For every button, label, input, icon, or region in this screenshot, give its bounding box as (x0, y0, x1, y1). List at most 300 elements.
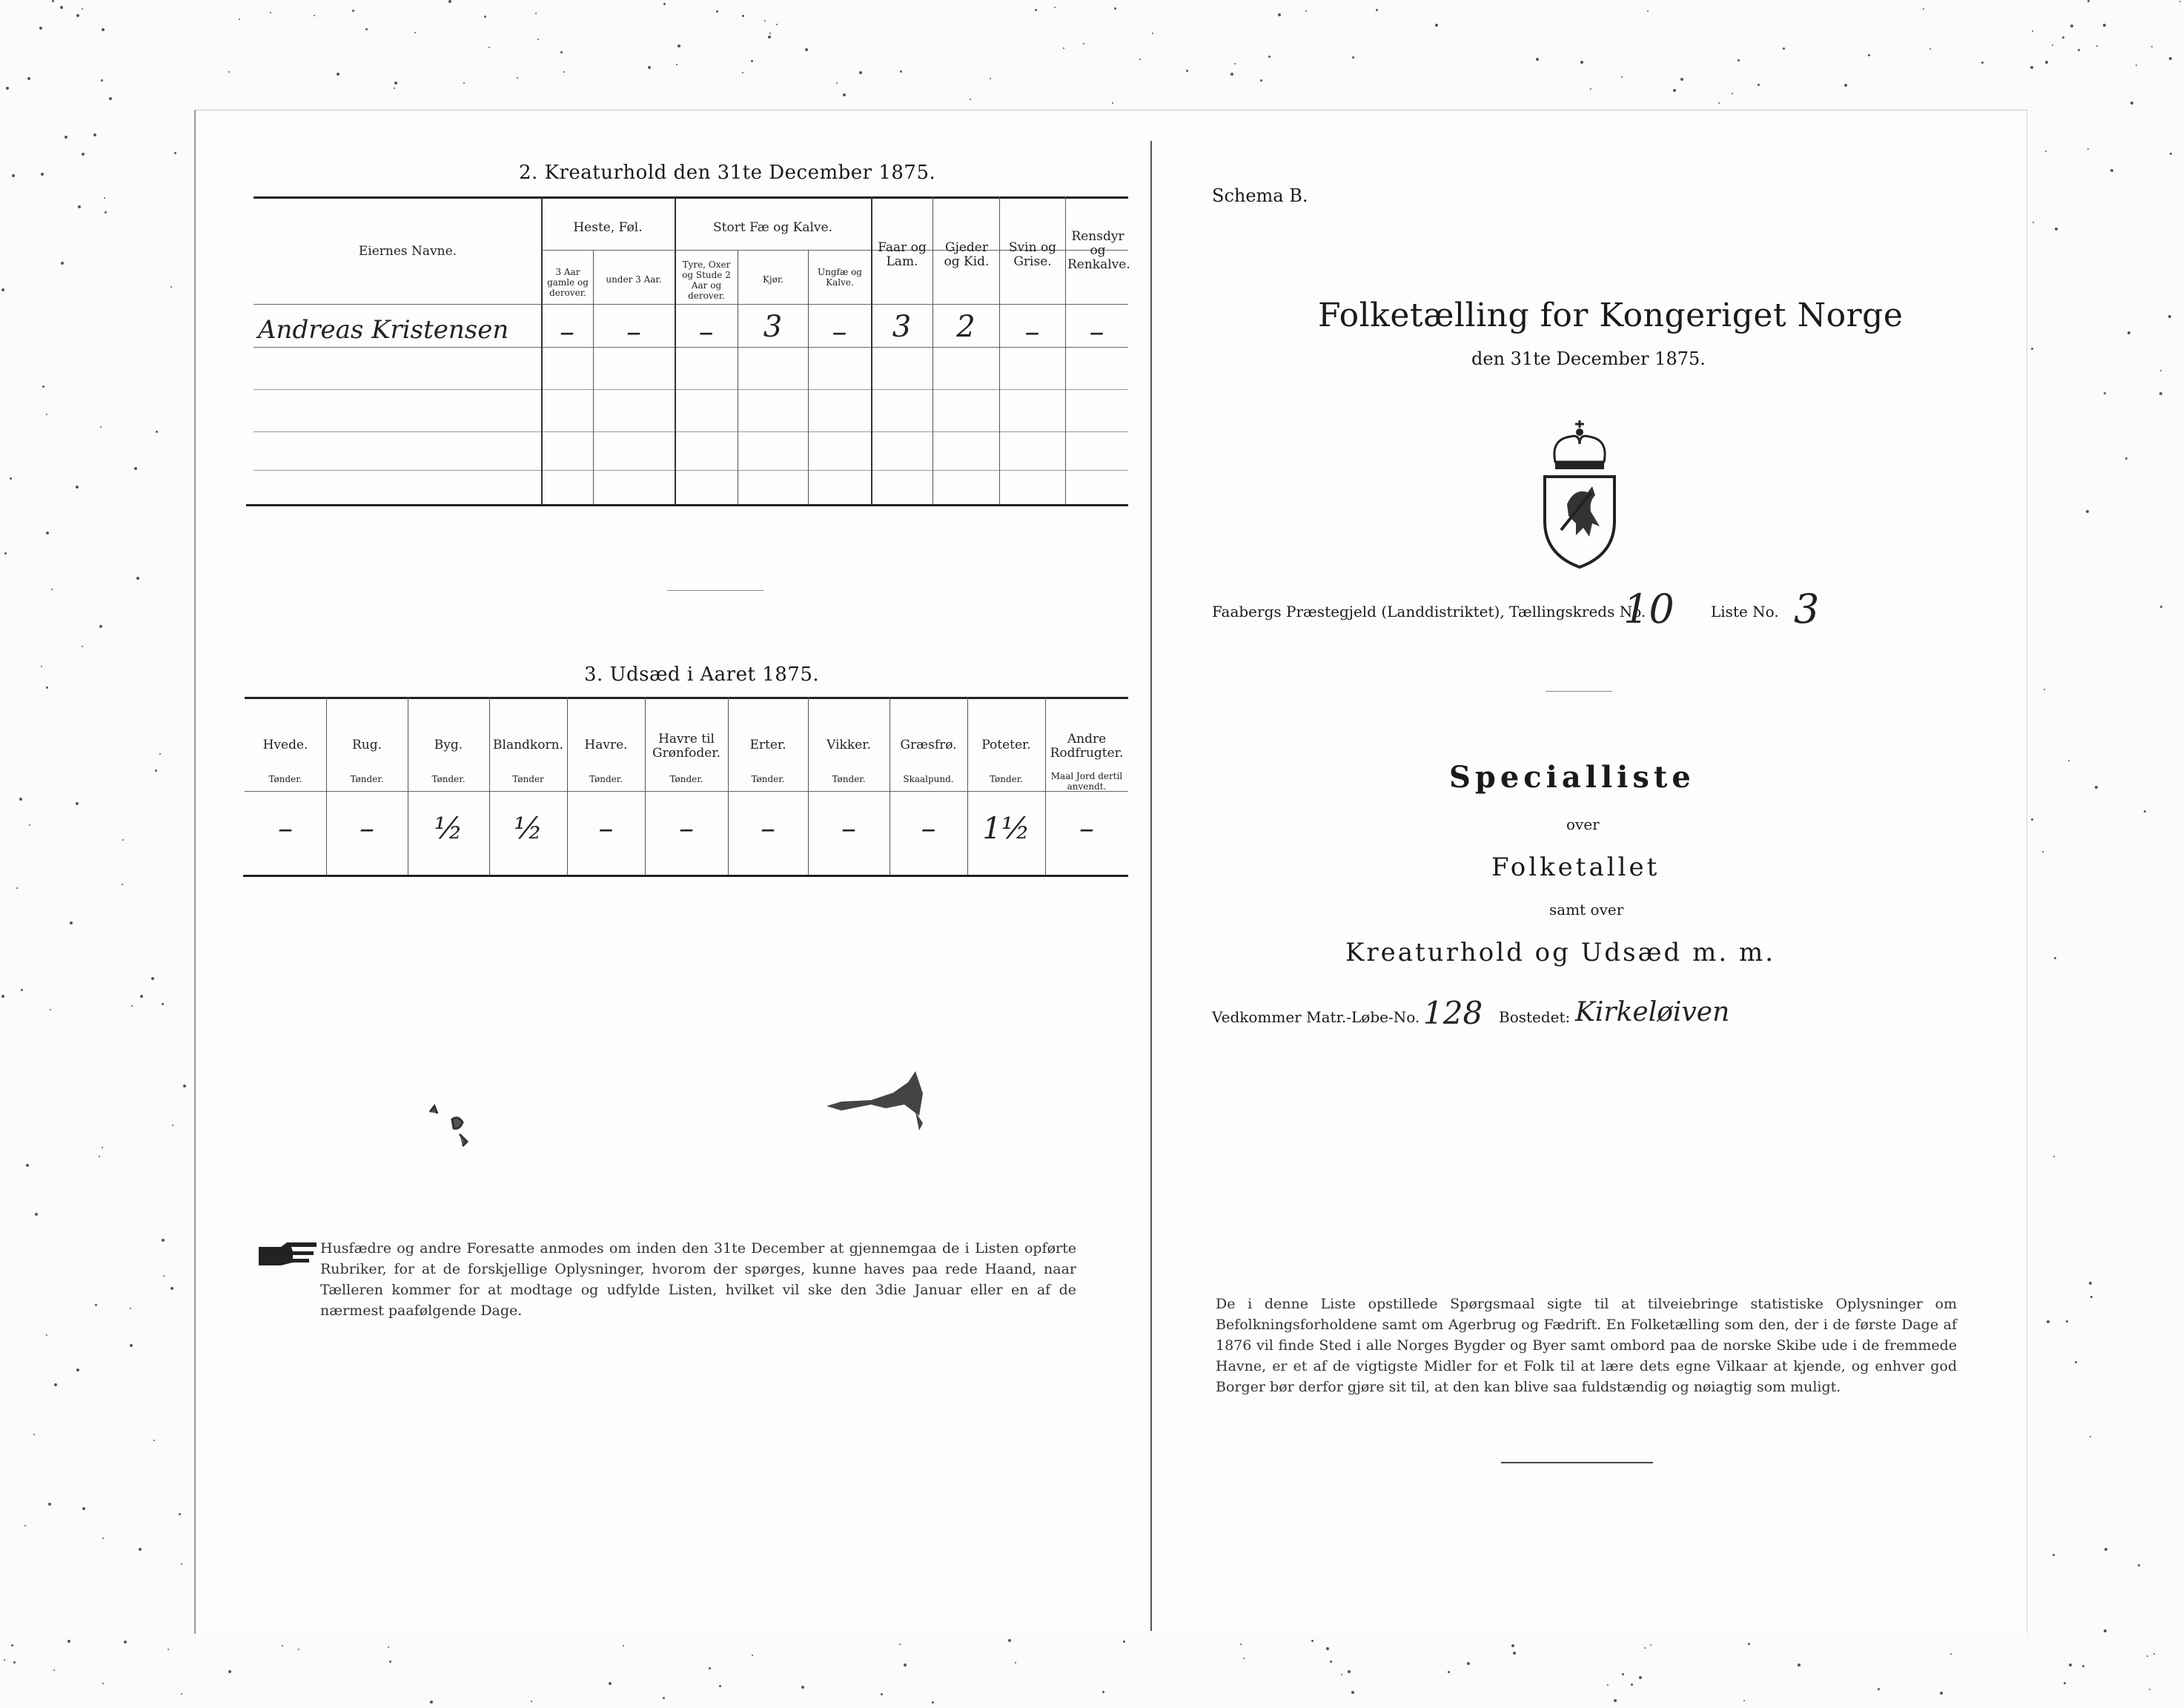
scan-speck (10, 477, 12, 480)
table3-value: – (841, 812, 856, 846)
scan-speck (124, 1641, 127, 1644)
scan-speck (1511, 1644, 1514, 1647)
scan-speck (1352, 56, 1354, 59)
scan-speck (1929, 48, 1931, 50)
scan-speck (932, 1701, 934, 1704)
scan-speck (170, 1287, 173, 1290)
scan-speck (181, 1563, 182, 1565)
specialliste-heading: Specialliste (1449, 760, 1695, 795)
table3-col-header: Vikker. (827, 738, 871, 752)
scan-speck (99, 625, 102, 628)
scan-speck (93, 133, 96, 136)
scan-speck (1467, 1662, 1470, 1665)
scan-speck (1580, 61, 1583, 64)
scan-speck (2045, 150, 2047, 152)
scan-speck (2138, 1564, 2140, 1566)
scan-speck (153, 1440, 155, 1441)
faar-value: 3 (892, 310, 912, 344)
scan-speck (1008, 1639, 1011, 1642)
scan-speck (1590, 88, 1591, 90)
scan-speck (26, 1164, 29, 1167)
table3-bottom-rule (243, 875, 1128, 877)
scan-speck (517, 77, 518, 79)
scan-speck (352, 10, 354, 12)
scan-speck (1376, 9, 1378, 11)
scan-speck (76, 1368, 79, 1371)
owner-name: Andreas Kristensen (258, 315, 509, 345)
scan-speck (2075, 1361, 2077, 1363)
scan-speck (2090, 1296, 2093, 1298)
scan-speck (768, 36, 771, 39)
scan-speck (2086, 510, 2089, 513)
scan-speck (2055, 228, 2058, 231)
tyre-subheader: Tyre, Oxer og Stude 2 Aar og derover. (682, 259, 731, 301)
table2-col-rule (593, 250, 594, 504)
scan-speck (54, 1383, 57, 1386)
table3-col-unit: Tønder. (989, 774, 1024, 784)
table3-col-rule (326, 697, 327, 875)
table2-col-rule (541, 196, 543, 504)
scan-speck (1348, 1670, 1351, 1673)
table3-col-unit: Tønder. (669, 774, 703, 784)
table2-col-rule (808, 250, 809, 504)
scan-speck (1644, 1647, 1646, 1649)
scan-speck (314, 15, 315, 16)
separator-rule (1546, 691, 1612, 692)
scan-speck (12, 174, 15, 177)
scan-speck (181, 1693, 182, 1695)
scan-speck (1639, 1676, 1642, 1679)
scan-speck (82, 8, 83, 10)
scan-speck (82, 1507, 85, 1510)
scan-speck (463, 82, 465, 84)
scan-speck (537, 39, 539, 40)
scan-speck (2149, 1689, 2150, 1690)
census-date: den 31te December 1875. (1471, 348, 1706, 369)
scan-speck (1, 288, 4, 291)
scan-speck (2054, 957, 2056, 959)
scan-speck (751, 60, 753, 62)
table3-col-rule (489, 697, 490, 875)
scan-speck (61, 262, 64, 265)
scan-speck (163, 1275, 165, 1277)
table3-value: – (921, 812, 936, 846)
scan-speck (298, 1649, 299, 1650)
scan-speck (183, 1085, 186, 1088)
scan-speck (2068, 760, 2070, 761)
scan-speck (1243, 1658, 1245, 1659)
scan-speck (136, 577, 139, 580)
scan-speck (109, 97, 112, 100)
scan-speck (719, 1685, 721, 1687)
scan-speck (388, 1646, 389, 1648)
table3-col-header: Rug. (351, 738, 382, 752)
scan-speck (752, 1655, 753, 1656)
scan-speck (1341, 1674, 1342, 1675)
scan-speck (29, 824, 30, 826)
scan-speck (716, 10, 718, 13)
scan-speck (2089, 1282, 2092, 1285)
scan-speck (2031, 348, 2033, 350)
table3-col-header: Byg. (434, 738, 463, 752)
table2-col-rule (1065, 196, 1066, 504)
scan-speck (1673, 89, 1676, 92)
scan-speck (2062, 36, 2064, 39)
scan-speck (2044, 689, 2045, 690)
scan-speck (990, 78, 991, 79)
scan-speck (102, 1147, 103, 1148)
scan-speck (270, 12, 271, 13)
table3-col-unit: Tønder. (751, 774, 785, 784)
scan-speck (2179, 1, 2181, 2)
scan-speck (764, 20, 766, 21)
ungfae-subheader: Ungfæ og Kalve. (818, 267, 862, 288)
owner-column-header: Eiernes Navne. (358, 244, 457, 259)
table3-col-unit: Tønder. (832, 774, 866, 784)
scan-speck (24, 1525, 26, 1526)
kjoer-value: 3 (763, 310, 783, 344)
scan-speck (2078, 49, 2080, 51)
scan-speck (2053, 1554, 2055, 1556)
table3-value: – (278, 812, 293, 846)
scan-speck (70, 921, 73, 924)
scan-speck (2104, 1629, 2107, 1632)
tyre-value: – (698, 315, 714, 349)
scan-speck (484, 16, 486, 18)
notice-text: Husfædre og andre Foresatte anmodes om inden den 31te December at gjennemgaa de i Listen opførte Rubriker, for at de forskjellige Oplysninger, hvorom der spørges, kunne haves paa rede Haand, naar Tælleren kommer for at modtage og udfylde Listen, hvilket vil ske den 3die Januar eller en af de nærmest paafølgende Dage. (320, 1240, 1076, 1319)
scan-speck (179, 1513, 181, 1515)
scan-speck (1738, 59, 1740, 62)
gjeder-header: Gjeder og Kid. (944, 240, 990, 269)
faar-header: Faar og Lam. (878, 240, 927, 269)
scan-speck (82, 153, 85, 156)
scan-speck (1268, 56, 1271, 58)
scan-speck (1035, 9, 1037, 11)
page-fold (1150, 141, 1152, 1631)
scan-speck (801, 1686, 804, 1689)
scan-speck (156, 431, 158, 433)
scan-speck (1743, 1700, 1745, 1701)
scan-speck (2144, 810, 2146, 812)
scan-speck (105, 211, 107, 214)
scan-speck (162, 1003, 164, 1005)
schema-label: Schema B. (1212, 185, 1308, 206)
scan-speck (159, 753, 161, 755)
scan-speck (239, 19, 240, 20)
scan-speck (1940, 1692, 1943, 1695)
heste-old-value: – (560, 315, 574, 349)
scan-speck (13, 1661, 16, 1664)
scan-speck (1112, 102, 1113, 104)
scan-speck (1260, 79, 1262, 82)
scan-speck (2030, 66, 2033, 69)
table2-row-rule (254, 389, 1128, 390)
scan-speck (46, 686, 48, 689)
scan-speck (11, 1644, 13, 1646)
scan-speck (101, 79, 103, 82)
scan-speck (1015, 1662, 1016, 1664)
scan-speck (51, 589, 53, 590)
scan-speck (560, 51, 563, 53)
table3-col-unit: Skaalpund. (903, 774, 954, 784)
scan-speck (228, 71, 230, 73)
scan-speck (2160, 370, 2162, 371)
heste-young-value: – (626, 315, 641, 349)
scan-speck (46, 1334, 47, 1336)
liste-number: 3 (1794, 586, 1820, 632)
scan-speck (2151, 46, 2153, 47)
kreaturhold-heading: Kreaturhold og Udsæd m. m. (1345, 938, 1776, 967)
table3-col-header: Blandkorn. (493, 738, 563, 752)
ungfae-value: – (832, 315, 847, 349)
scan-speck (4, 1659, 5, 1661)
scan-speck (1305, 10, 1307, 12)
table3-value: – (360, 812, 374, 846)
table3-value: ½ (514, 812, 543, 846)
scan-speck (2033, 222, 2034, 223)
scan-speck (1063, 47, 1064, 49)
table3-col-header: Havre til Grønfoder. (652, 732, 721, 761)
table2-top-rule (254, 196, 1128, 199)
scan-speck (1607, 1684, 1609, 1686)
scan-speck (50, 1009, 51, 1010)
scan-speck (1186, 70, 1188, 72)
scan-speck (776, 24, 778, 25)
scan-speck (1732, 93, 1733, 94)
matr-number: 128 (1423, 995, 1483, 1031)
scan-speck (100, 426, 102, 428)
scan-speck (2053, 1156, 2055, 1157)
scan-speck (535, 13, 537, 14)
scan-speck (1758, 84, 1760, 86)
scan-speck (1102, 1691, 1104, 1693)
scan-speck (623, 1645, 624, 1646)
table2-title: 2. Kreaturhold den 31te December 1875. (519, 162, 936, 184)
svin-value: – (1024, 315, 1040, 349)
scan-speck (1680, 78, 1683, 81)
scan-speck (170, 286, 172, 288)
scan-speck (130, 1308, 131, 1309)
scan-speck (414, 32, 416, 33)
scan-speck (1230, 73, 1233, 76)
scan-speck (122, 839, 124, 841)
scan-speck (563, 71, 565, 73)
scan-speck (1326, 1647, 1329, 1650)
scan-speck (1878, 1688, 1880, 1690)
scan-speck (140, 995, 143, 998)
scan-speck (1783, 47, 1785, 50)
table3-col-unit: Tønder (512, 774, 544, 784)
scan-speck (102, 28, 105, 31)
scan-speck (1311, 1640, 1314, 1642)
scan-speck (805, 48, 808, 51)
scan-speck (155, 769, 157, 772)
scan-speck (365, 28, 368, 30)
table2-header-bottom-rule (254, 304, 1128, 305)
heste-young-subheader: under 3 Aar. (606, 274, 662, 285)
scan-speck (531, 1701, 532, 1702)
scan-speck (1647, 10, 1649, 12)
scan-speck (1844, 84, 1847, 87)
table3-header-rule (245, 791, 1128, 792)
scan-speck (2136, 64, 2137, 66)
scan-speck (1114, 7, 1116, 10)
scan-speck (151, 977, 154, 980)
scan-speck (1950, 1653, 1952, 1655)
scan-speck (899, 1644, 901, 1645)
scan-speck (2104, 1548, 2107, 1551)
scan-speck (389, 1661, 391, 1663)
scan-speck (1278, 13, 1281, 16)
scan-speck (41, 173, 44, 176)
scan-speck (139, 1548, 142, 1551)
scan-speck (448, 0, 451, 3)
scan-speck (52, 0, 54, 2)
scan-speck (970, 99, 971, 100)
coat-of-arms-icon (1539, 419, 1620, 571)
scan-speck (1, 995, 4, 998)
scan-speck (1083, 43, 1084, 44)
scan-speck (2153, 1653, 2155, 1655)
scan-speck (1981, 62, 1984, 64)
scan-speck (904, 1664, 907, 1666)
table3-col-unit: Tønder. (268, 774, 302, 784)
ink-smudge (423, 1097, 497, 1156)
scan-speck (394, 82, 397, 85)
pointing-hand-icon (256, 1239, 322, 1266)
scan-speck (282, 1645, 283, 1646)
scan-speck (2069, 1664, 2072, 1666)
scan-speck (1448, 1671, 1450, 1673)
scan-speck (1513, 1652, 1516, 1655)
scan-speck (95, 1304, 97, 1306)
scan-speck (663, 1697, 665, 1699)
scan-speck (2103, 24, 2106, 27)
scan-speck (2110, 169, 2113, 172)
scan-speck (46, 532, 49, 534)
table3-col-header: Hvede. (262, 738, 308, 752)
folketallet-heading: Folketallet (1491, 853, 1660, 882)
scan-speck (430, 1701, 433, 1704)
scan-speck (609, 1682, 612, 1685)
scan-speck (78, 205, 81, 208)
scan-speck (663, 3, 666, 5)
scan-speck (162, 1239, 165, 1242)
scan-speck (6, 87, 9, 90)
scan-speck (2170, 153, 2172, 155)
liste-label: Liste No. (1711, 603, 1779, 620)
scan-speck (843, 93, 846, 96)
table3-value: – (679, 812, 694, 846)
district-label: Faabergs Præstegjeld (Landdistriktet), Tællingskreds No. (1212, 603, 1646, 620)
scan-speck (53, 1669, 55, 1671)
scan-speck (46, 414, 47, 415)
scan-speck (1240, 1644, 1242, 1645)
scan-speck (1621, 76, 1623, 78)
scan-speck (2169, 57, 2172, 60)
scan-speck (2168, 315, 2171, 318)
table3-col-header: Græsfrø. (900, 738, 957, 752)
scan-speck (168, 1649, 169, 1650)
scan-speck (2070, 24, 2073, 27)
scan-speck (228, 1670, 231, 1673)
scan-speck (2159, 392, 2162, 395)
scan-speck (33, 1434, 35, 1435)
scan-speck (39, 27, 42, 30)
scan-speck (881, 1693, 883, 1695)
table3-col-rule (645, 697, 646, 875)
scan-speck (859, 71, 862, 74)
table3-col-header: Andre Rodfrugter. (1050, 732, 1124, 761)
scan-speck (2031, 818, 2033, 821)
table3-top-rule (245, 697, 1128, 699)
rensdyr-value: – (1089, 315, 1104, 349)
district-number: 10 (1623, 586, 1674, 632)
scan-speck (76, 802, 79, 805)
table3-value: – (761, 812, 775, 846)
scan-speck (488, 47, 490, 48)
scan-speck (2064, 1682, 2066, 1684)
scan-speck (19, 798, 22, 801)
scan-speck (1622, 1673, 1624, 1675)
scan-speck (2104, 392, 2106, 394)
bosted-value: Kirkeløiven (1575, 997, 1730, 1027)
scan-speck (2032, 30, 2033, 32)
scan-speck (102, 1683, 104, 1684)
table2-row-rule (254, 431, 1128, 432)
scan-speck (48, 1503, 51, 1506)
scan-speck (27, 77, 30, 80)
scan-speck (742, 15, 744, 17)
scan-speck (2125, 457, 2127, 460)
scan-speck (2045, 61, 2048, 64)
table3-value: – (598, 812, 614, 846)
scan-speck (172, 1125, 173, 1126)
table3-col-rule (967, 697, 968, 875)
scan-speck (1435, 24, 1438, 27)
table3-col-rule (728, 697, 729, 875)
scan-speck (337, 73, 339, 76)
table3-col-unit: Maal Jord dertil anvendt. (1050, 771, 1123, 792)
scan-speck (76, 486, 79, 489)
table2-row-rule (254, 470, 1128, 471)
scan-speck (16, 887, 18, 889)
table3-value: ½ (434, 812, 463, 846)
scan-speck (394, 87, 395, 89)
scan-speck (1923, 8, 1924, 10)
scan-speck (4, 552, 7, 555)
scan-speck (60, 6, 63, 9)
scan-speck (1123, 1641, 1125, 1643)
table2-col-rule (871, 196, 872, 504)
scan-speck (2127, 331, 2130, 334)
scan-speck (2130, 102, 2133, 105)
scan-speck (1054, 7, 1056, 8)
scan-speck (35, 1213, 38, 1216)
scan-speck (1614, 1699, 1617, 1702)
svin-header: Svin og Grise. (1008, 240, 1057, 269)
table3-col-unit: Tønder. (431, 774, 466, 784)
scan-speck (82, 646, 83, 647)
over-label: over (1566, 815, 1600, 833)
scan-speck (2087, 148, 2089, 150)
stort-header: Stort Fæ og Kalve. (713, 220, 832, 235)
table2-bottom-rule (246, 504, 1128, 506)
scan-speck (76, 14, 79, 17)
closing-rule (1501, 1462, 1653, 1463)
scan-speck (2147, 1655, 2148, 1657)
scan-speck (678, 44, 680, 47)
